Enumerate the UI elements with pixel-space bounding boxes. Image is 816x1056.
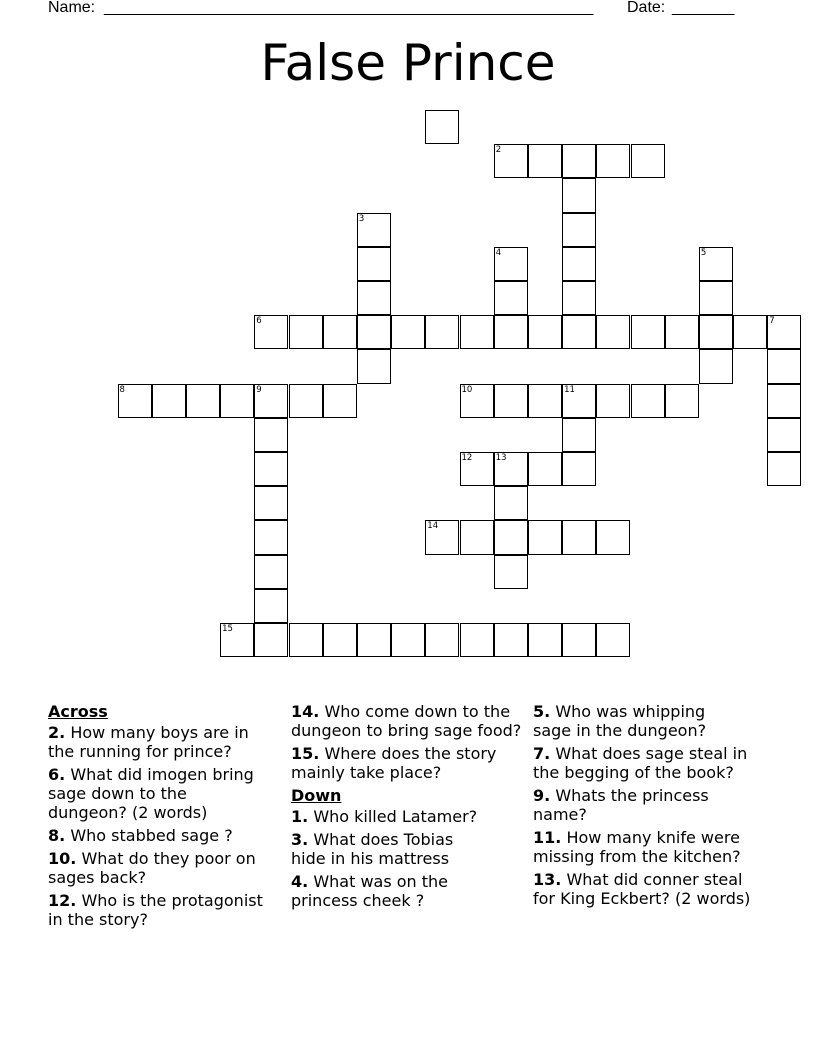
crossword-cell[interactable] — [357, 315, 391, 349]
crossword-cell[interactable] — [733, 315, 767, 349]
crossword-cell[interactable] — [631, 144, 665, 178]
crossword-cell[interactable] — [494, 555, 528, 589]
crossword-cell[interactable] — [391, 315, 425, 349]
crossword-cell[interactable] — [665, 315, 699, 349]
crossword-cell[interactable] — [699, 349, 733, 383]
clue-text: Where does the story mainly take place? — [291, 744, 497, 782]
crossword-cell[interactable] — [460, 623, 494, 657]
crossword-cell[interactable] — [699, 247, 733, 281]
crossword-cell[interactable] — [528, 520, 562, 554]
clue-number: 7. — [533, 744, 551, 763]
clue-number-label: 13 — [495, 453, 507, 463]
clue-number: 10. — [48, 849, 77, 868]
crossword-cell[interactable] — [254, 555, 288, 589]
crossword-cell[interactable] — [494, 486, 528, 520]
clue-number: 1. — [291, 807, 309, 826]
crossword-cell[interactable] — [562, 281, 596, 315]
crossword-cell[interactable] — [562, 520, 596, 554]
crossword-cell[interactable] — [425, 315, 459, 349]
crossword-cell[interactable] — [220, 384, 254, 418]
clue-down-11 — [533, 828, 768, 866]
crossword-cell[interactable] — [357, 213, 391, 247]
clue-down-4 — [291, 872, 476, 910]
clue-number: 5. — [533, 702, 551, 721]
crossword-cell[interactable] — [254, 486, 288, 520]
crossword-cell[interactable] — [596, 384, 630, 418]
crossword-cell[interactable] — [494, 623, 528, 657]
clue-number-label: 7 — [769, 316, 775, 327]
crossword-cell[interactable] — [596, 315, 630, 349]
clue-number: 13. — [533, 870, 562, 889]
clue-number-label: 3 — [358, 213, 365, 224]
crossword-cell[interactable] — [323, 623, 357, 657]
crossword-cell[interactable] — [528, 315, 562, 349]
clue-column-3 — [533, 702, 771, 912]
clue-down-1 — [291, 807, 529, 826]
crossword-cell[interactable] — [494, 520, 528, 554]
crossword-cell[interactable] — [562, 418, 596, 452]
crossword-cell[interactable] — [494, 281, 528, 315]
crossword-cell[interactable] — [460, 452, 494, 486]
crossword-cell[interactable] — [562, 247, 596, 281]
clue-across-10 — [48, 849, 286, 887]
crossword-cell[interactable] — [562, 213, 596, 247]
clue-number-label: 15 — [222, 624, 233, 634]
crossword-cell[interactable] — [528, 623, 562, 657]
clue-number-label: 8 — [119, 384, 125, 395]
clue-number-label: 9 — [256, 384, 262, 395]
clue-text: What does Tobias hide in his mattress — [291, 830, 454, 868]
crossword-cell[interactable] — [425, 623, 459, 657]
clue-down-7 — [533, 744, 748, 782]
crossword-cell[interactable] — [528, 452, 562, 486]
name-line[interactable]: _______________________________________________________ — [104, 0, 594, 16]
clue-number: 6. — [48, 765, 66, 784]
crossword-cell[interactable] — [323, 384, 357, 418]
clue-text: What did imogen bring sage down to the dungeon? (2 words) — [48, 765, 254, 822]
clue-number: 8. — [48, 826, 66, 845]
clue-number-label: 10 — [461, 384, 473, 395]
clue-down-5 — [533, 702, 728, 740]
crossword-cell[interactable] — [460, 520, 494, 554]
clue-text: What was on the princess cheek ? — [291, 872, 449, 910]
crossword-cell[interactable] — [425, 520, 459, 554]
clue-number-label: 5 — [700, 247, 707, 258]
crossword-cell[interactable] — [357, 281, 391, 315]
clue-across-6 — [48, 765, 258, 822]
clue-number-label: 2 — [495, 145, 502, 156]
crossword-cell[interactable] — [357, 349, 391, 383]
clue-text: Who killed Latamer? — [313, 807, 478, 826]
clue-number: 15. — [291, 744, 320, 763]
crossword-cell[interactable] — [665, 384, 699, 418]
crossword-cell[interactable] — [254, 315, 288, 349]
clue-down-9 — [533, 786, 733, 824]
crossword-cell[interactable] — [596, 623, 630, 657]
crossword-cell[interactable] — [767, 349, 801, 383]
crossword-cell[interactable] — [699, 315, 733, 349]
clue-text: How many boys are in the running for prince? — [48, 723, 249, 761]
clue-number: 4. — [291, 872, 309, 891]
crossword-cell[interactable] — [289, 384, 323, 418]
clue-text: Who come down to the dungeon to bring sage food? — [291, 702, 522, 740]
clue-text: What does sage steal in the begging of the book? — [533, 744, 748, 782]
crossword-cell[interactable] — [254, 623, 288, 657]
crossword-cell[interactable] — [494, 247, 528, 281]
crossword-cell[interactable] — [494, 452, 528, 486]
clue-text: How many knife were missing from the kitchen? — [533, 828, 741, 866]
crossword-cell[interactable] — [494, 384, 528, 418]
crossword-cell[interactable] — [254, 452, 288, 486]
crossword-cell[interactable] — [528, 384, 562, 418]
crossword-cell[interactable] — [254, 384, 288, 418]
clue-number: 12. — [48, 891, 77, 910]
crossword-cell[interactable] — [425, 110, 459, 144]
clue-number: 3. — [291, 830, 309, 849]
crossword-cell[interactable] — [767, 418, 801, 452]
crossword-cell[interactable] — [631, 315, 665, 349]
clue-text: Who was whipping sage in the dungeon? — [533, 702, 707, 740]
clue-text: Who stabbed sage ? — [70, 826, 233, 845]
crossword-cell[interactable] — [528, 144, 562, 178]
crossword-cell[interactable] — [186, 384, 220, 418]
crossword-cell[interactable] — [596, 520, 630, 554]
clue-across-14 — [291, 702, 529, 740]
clue-number: 14. — [291, 702, 320, 721]
clue-number-label: 6 — [256, 316, 262, 327]
across-heading: Across — [48, 702, 108, 721]
crossword-cell[interactable] — [357, 247, 391, 281]
clue-number: 11. — [533, 828, 562, 847]
crossword-cell[interactable] — [152, 384, 186, 418]
crossword-cell[interactable] — [767, 384, 801, 418]
crossword-cell[interactable] — [289, 315, 323, 349]
date-line[interactable]: _______ — [672, 0, 735, 16]
clue-text: What do they poor on sages back? — [48, 849, 256, 887]
clue-column-1 — [48, 702, 286, 933]
crossword-cell[interactable] — [494, 315, 528, 349]
crossword-cell[interactable] — [767, 315, 801, 349]
crossword-cell[interactable] — [254, 589, 288, 623]
page-title: False Prince — [260, 34, 556, 92]
clue-number-label: 12 — [461, 453, 473, 463]
crossword-cell[interactable] — [596, 144, 630, 178]
clue-number: 2. — [48, 723, 66, 742]
crossword-cell[interactable] — [323, 315, 357, 349]
clue-down-13 — [533, 870, 763, 908]
crossword-cell[interactable] — [494, 144, 528, 178]
crossword-cell[interactable] — [562, 178, 596, 212]
clue-across-2 — [48, 723, 273, 761]
crossword-cell[interactable] — [767, 452, 801, 486]
clue-number-label: 11 — [564, 384, 575, 395]
clue-text: Whats the princess name? — [533, 786, 709, 824]
crossword-cell[interactable] — [391, 623, 425, 657]
crossword-cell[interactable] — [254, 520, 288, 554]
down-heading: Down — [291, 786, 342, 805]
clue-number-label: 4 — [495, 247, 502, 258]
crossword-cell[interactable] — [562, 452, 596, 486]
crossword-cell[interactable] — [357, 623, 391, 657]
clue-text: What did conner steal for King Eckbert? (2 words) — [533, 870, 751, 908]
clue-text: Who is the protagonist in the story? — [48, 891, 263, 929]
crossword-cell[interactable] — [460, 384, 494, 418]
crossword-cell[interactable] — [289, 623, 323, 657]
clue-column-2 — [291, 702, 529, 914]
crossword-cell[interactable] — [460, 315, 494, 349]
crossword-cell[interactable] — [118, 384, 152, 418]
clue-across-15 — [291, 744, 516, 782]
crossword-cell[interactable] — [562, 315, 596, 349]
date-label: Date: — [627, 0, 670, 16]
clue-number-label: 14 — [427, 521, 439, 532]
clue-across-8 — [48, 826, 286, 845]
crossword-cell[interactable] — [254, 418, 288, 452]
crossword-cell[interactable] — [699, 281, 733, 315]
crossword-cell[interactable] — [562, 144, 596, 178]
clue-number: 9. — [533, 786, 551, 805]
crossword-cell[interactable] — [631, 384, 665, 418]
crossword-cell[interactable] — [562, 623, 596, 657]
name-label: Name: — [48, 0, 100, 16]
clue-down-3 — [291, 830, 476, 868]
crossword-cell[interactable] — [220, 623, 254, 657]
crossword-cell[interactable] — [562, 384, 596, 418]
clue-across-12 — [48, 891, 268, 929]
